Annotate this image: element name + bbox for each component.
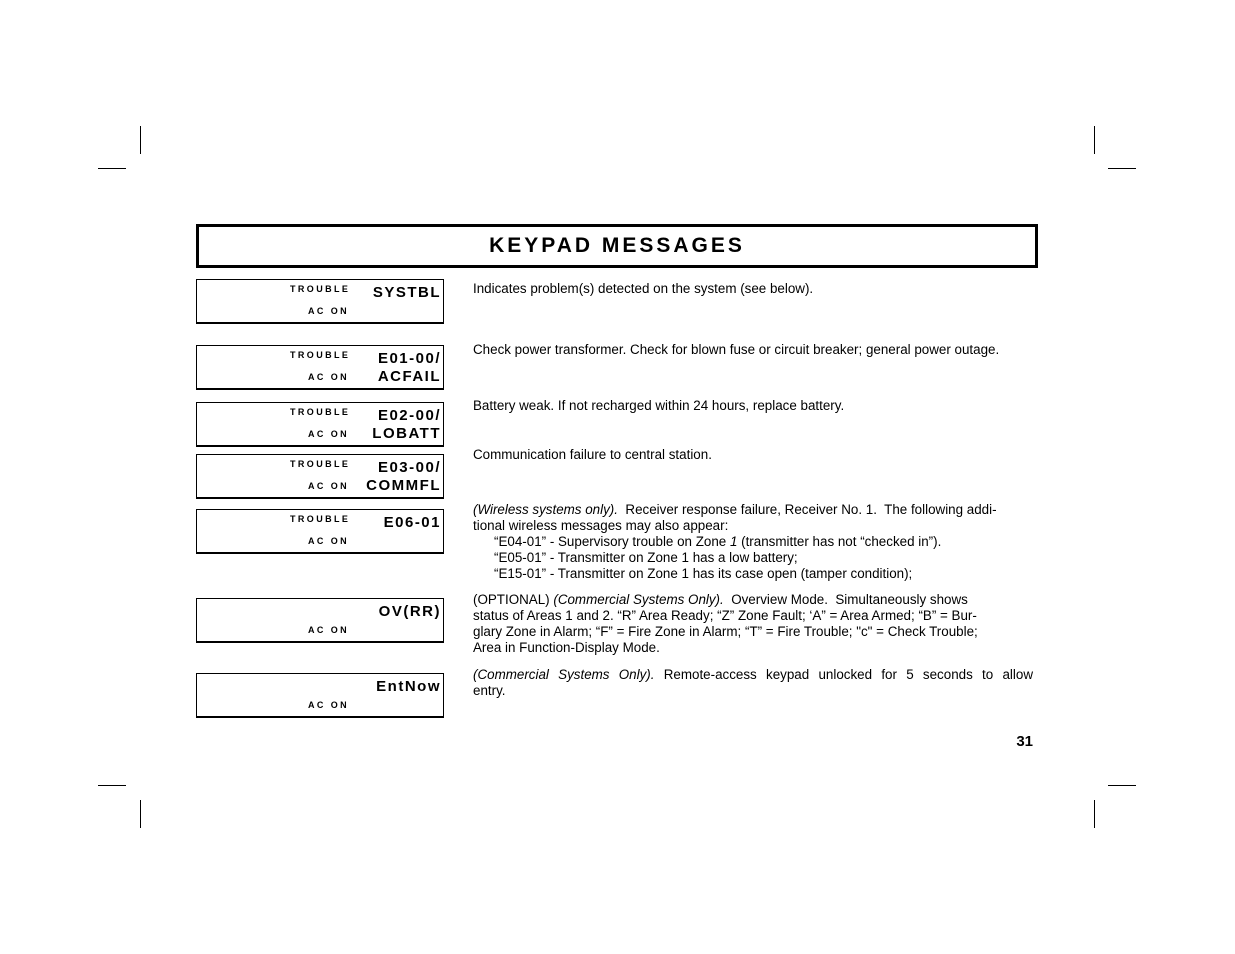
crop-mark [1094, 800, 1095, 828]
crop-mark [1094, 126, 1095, 154]
crop-mark [140, 126, 141, 154]
display-line2-small: AC ON [308, 536, 349, 546]
display-line1-big: OV(RR) [378, 603, 441, 620]
crop-mark [98, 168, 126, 169]
display-line2-small: AC ON [308, 372, 349, 382]
display-line1-small: TROUBLE [290, 459, 351, 469]
message-description: Battery weak. If not recharged within 24 hours, replace battery. [473, 398, 845, 413]
display-line2-small: AC ON [308, 481, 349, 491]
display-line1-big: SYSTBL [372, 284, 441, 301]
display-line1-small: TROUBLE [290, 284, 351, 294]
description-italic: (Commercial Systems Only). [473, 667, 655, 682]
display-line1-big: E03-00/ [377, 459, 441, 476]
display-line1-small: TROUBLE [290, 350, 351, 360]
display-line2-big: COMMFL [366, 477, 441, 494]
keypad-display-entnow [196, 673, 444, 718]
page-number: 31 [1016, 733, 1033, 750]
display-line1-small: TROUBLE [290, 407, 351, 417]
message-description: Check power transformer. Check for blown fuse or circuit breaker; general power outage. [473, 342, 1000, 357]
description-text: (OPTIONAL) [473, 592, 554, 607]
message-description: Indicates problem(s) detected on the system (see below). [473, 281, 814, 296]
display-line2-small: AC ON [308, 429, 349, 439]
list-item: “E05-01” - Transmitter on Zone 1 has a low battery; [494, 550, 798, 565]
message-description [473, 592, 1033, 656]
description-italic: (Commercial Systems Only). [553, 592, 724, 607]
crop-mark [140, 800, 141, 828]
keypad-display-e06 [196, 509, 444, 554]
list-item: “E15-01” - Transmitter on Zone 1 has its case open (tamper condition); [494, 566, 913, 581]
display-line1-big: E01-00/ [377, 350, 441, 367]
description-text: Receiver response failure, Receiver No. 1. The following addi- [617, 502, 997, 517]
description-italic: (Wireless systems only). [473, 502, 618, 517]
display-line2-small: AC ON [308, 625, 349, 635]
keypad-display-lobatt [196, 402, 444, 447]
page-title-box [196, 224, 1038, 268]
message-description [473, 502, 1033, 582]
list-item-text: (transmitter has not “checked in”). [737, 534, 942, 549]
display-line2-small: AC ON [308, 306, 349, 316]
display-line2-small: AC ON [308, 700, 349, 710]
description-text: Overview Mode. Simultaneously shows [723, 592, 968, 607]
display-line2-big: ACFAIL [377, 368, 441, 385]
keypad-display-systbl [196, 279, 444, 324]
list-item [473, 534, 1033, 550]
keypad-display-commfl [196, 454, 444, 499]
display-line1-big: EntNow [376, 678, 441, 695]
message-description [473, 667, 1033, 699]
description-text: status of Areas 1 and 2. “R” Area Ready; “Z” Zone Fault; ‘A” = Area Armed; “B” = Bur- [473, 608, 977, 623]
message-description: Communication failure to central station. [473, 447, 712, 462]
description-text: Remote-access keypad unlocked for 5 seconds to allow entry. [473, 667, 1033, 698]
keypad-display-overview [196, 598, 444, 643]
crop-mark [1108, 785, 1136, 786]
display-line1-small: TROUBLE [290, 514, 351, 524]
keypad-display-acfail [196, 345, 444, 390]
page-title: KEYPAD MESSAGES [489, 234, 745, 257]
description-text: glary Zone in Alarm; “F” = Fire Zone in Alarm; “T” = Fire Trouble; "c" = Check Trouble; [473, 624, 978, 639]
display-line1-big: E06-01 [383, 514, 441, 531]
display-line2-big: LOBATT [372, 425, 441, 442]
list-item-italic: 1 [729, 534, 738, 549]
crop-mark [1108, 168, 1136, 169]
display-line1-big: E02-00/ [377, 407, 441, 424]
description-text: tional wireless messages may also appear: [473, 518, 729, 533]
list-item-text: “E04-01” - Supervisory trouble on Zone [494, 534, 730, 549]
crop-mark [98, 785, 126, 786]
description-text: Area in Function-Display Mode. [473, 640, 660, 655]
